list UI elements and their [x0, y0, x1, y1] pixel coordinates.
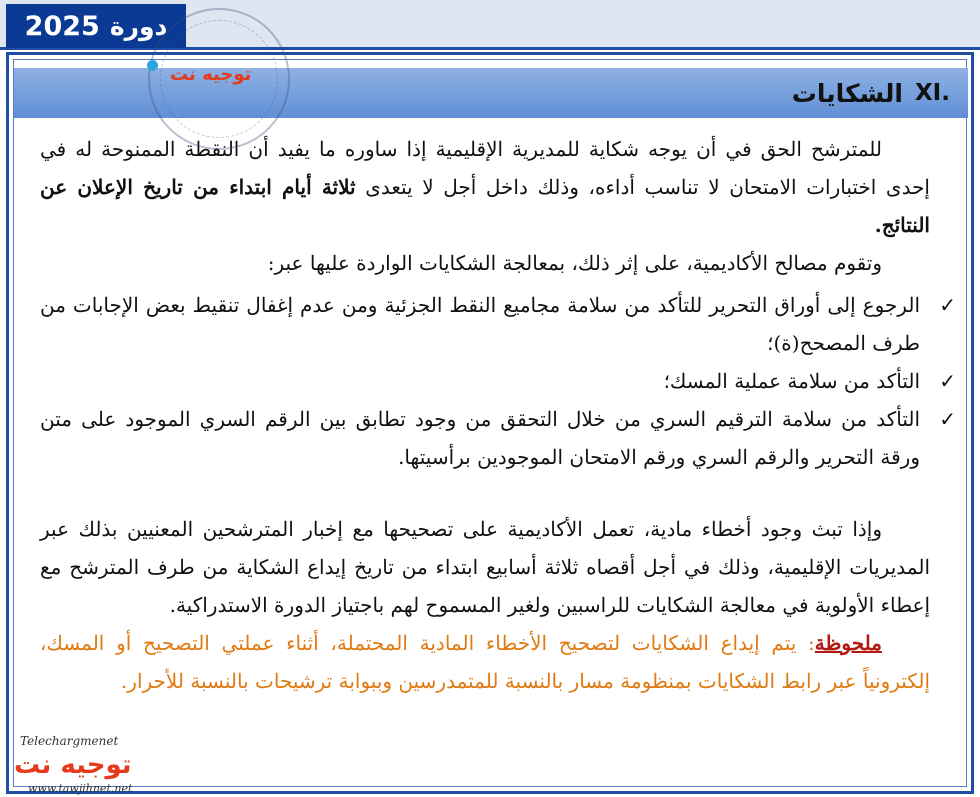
note-label: ملحوظة: [814, 631, 882, 655]
paragraph-corrections: وإذا تبث وجود أخطاء مادية، تعمل الأكاديمية على تصحيحها مع إخبار المترشحين المعنيين بذلك عبر المديريات الإقليمية، وذلك في أجل أقصاه ثلاثة أسابيع ابتداء من تاريخ إيداع الشكاية من طرف المترشح مع إعطاء الأولوية في معالجة الشكايات للراسبين ولغير المسموح لهم باجتياز الدورة الاستدراكية.: [40, 517, 930, 617]
session-word: دورة: [109, 11, 168, 41]
checkmark-icon: ✓: [939, 293, 956, 317]
logo-url: www.tawjihnet.net: [28, 782, 133, 795]
deadline-highlight: ثلاثة أيام ابتداء من تاريخ الإعلان عن النتائج.: [40, 175, 930, 237]
list-item-text: التأكد من سلامة الترقيم السري من خلال التحقق من وجود تطابق بين الرقم السري الموجود على متن ورقة التحرير والرقم السري ورقم الامتحان الموجودين برأسيتها.: [40, 407, 920, 469]
spacer: [40, 476, 930, 510]
logo-tagline: Telechargmenet: [20, 734, 119, 748]
paragraph-processing-intro: وتقوم مصالح الأكاديمية، على إثر ذلك، بمعالجة الشكايات الواردة عليها عبر:: [267, 251, 882, 275]
list-item: [40, 400, 956, 476]
section-number: .XI: [914, 80, 950, 106]
note-paragraph: [40, 624, 930, 700]
watermark-dot-icon: [147, 60, 158, 71]
section-title: الشكايات: [791, 78, 903, 108]
checkmark-icon: ✓: [939, 369, 956, 393]
paragraph-complaint-right: [40, 130, 930, 244]
note-text: : يتم إيداع الشكايات لتصحيح الأخطاء المادية المحتملة، أثناء عملتي التصحيح أو المسك، إلكترونياً عبر رابط الشكايات بمنظومة مسار بالنسبة للمتمدرسين وببوابة ترشيحات بالنسبة للأحرار.: [40, 631, 930, 693]
list-item: [40, 286, 956, 362]
list-item-text: التأكد من سلامة عملية المسك؛: [663, 369, 920, 393]
checkmark-icon: ✓: [939, 407, 956, 431]
processing-steps-list: [40, 286, 956, 476]
watermark-brand: توجيه نت: [170, 64, 252, 85]
list-item-text: الرجوع إلى أوراق التحرير للتأكد من سلامة مجاميع النقط الجزئية ومن عدم إغفال تنقيط بعض الإجابات من طرف المصحح(ة)؛: [40, 293, 920, 355]
section-content: [40, 130, 956, 700]
site-logo: [8, 734, 158, 794]
list-item: [40, 362, 956, 400]
session-year: 2025: [24, 10, 100, 42]
top-bar: [0, 0, 980, 50]
paragraph-complaint-right-text: للمترشح الحق في أن يوجه شكاية للمديرية الإقليمية إذا ساوره ما يفيد أن النقطة الممنوحة له في إحدى اختبارات الامتحان لا تناسب أداءه، وذلك داخل أجل لا يتعدى: [40, 137, 930, 199]
logo-brand: توجيه نت: [14, 750, 132, 780]
